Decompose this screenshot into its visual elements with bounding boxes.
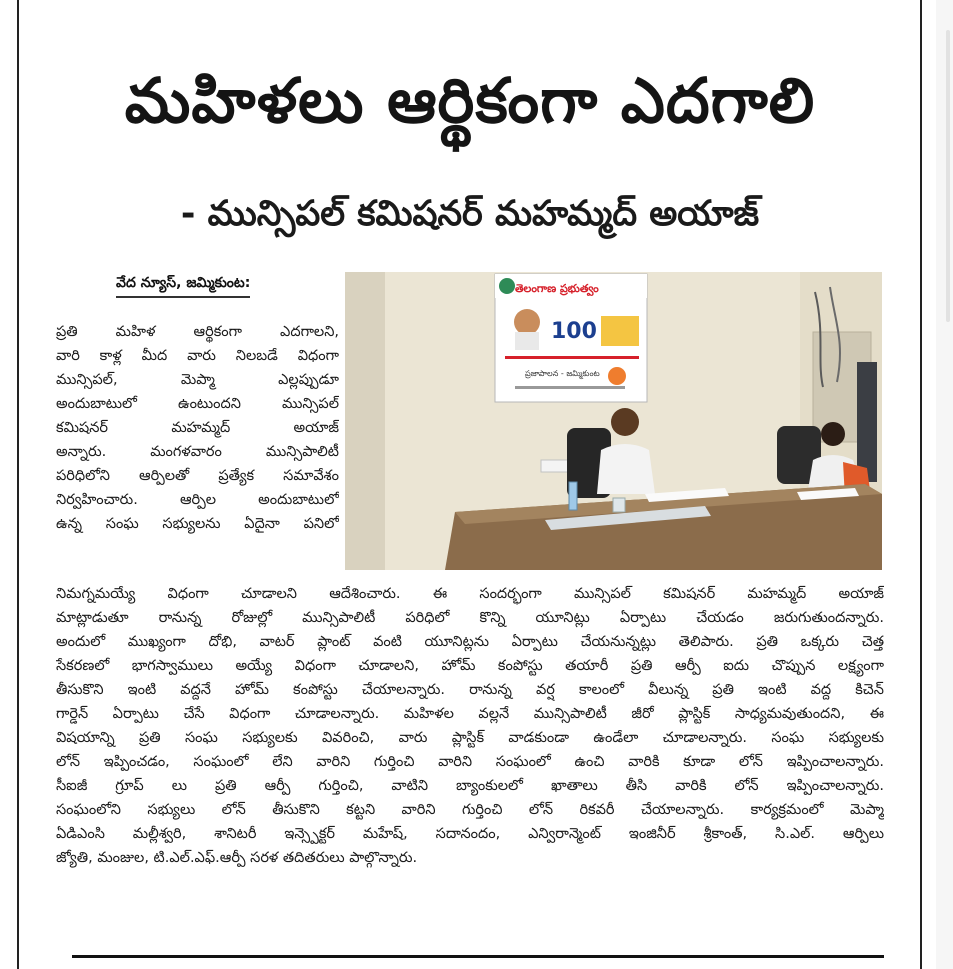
column-line: అన్నారు. మంగళవారం మున్సిపాలిటీ <box>56 444 339 460</box>
bottom-divider <box>72 955 884 958</box>
body-line: సేకరణలో భాగస్వాములు అయ్యే విధంగా చూడాలని, హోమ్ కంపోస్టు తయారీ ప్రతి ఆర్పీ ఐదు చొప్పున లక్ష్యంగా <box>56 658 884 674</box>
article-body-text <box>56 582 884 870</box>
meeting-photo-drawing <box>345 272 882 570</box>
column-line: వారి కాళ్ల మీద వారు నిలబడే విధంగా <box>56 348 339 364</box>
column-line: పరిధిలోని ఆర్పిలతో ప్రత్యేక సమావేశం <box>56 468 339 484</box>
article-headline: మహిళలు ఆర్థికంగా ఎదగాలి <box>124 64 816 137</box>
article-column-text <box>56 320 339 536</box>
body-line: ఏడిఎంసి మల్లీశ్వరి, శానిటరీ ఇన్స్పెక్టర్ మహేష్, సదానందం, ఎన్విరాన్మెంట్ ఇంజినీర్ శ్రీకాంత్, సి.ఎల్. ఆర్పిలు <box>56 826 884 842</box>
column-line: నిర్వహించారు. ఆర్పిల అందుబాటులో <box>56 492 339 508</box>
body-line: లోన్ ఇప్పించడం, సంఘంలో లేని వారిని గుర్తించి వారిని సంఘంలో ఉంచి వారికి కూడా లోన్ ఇప్పించాలన్నారు. <box>56 754 884 770</box>
column-line: కమిషనర్ మహమ్మద్ అయాజ్ <box>56 420 339 436</box>
banner-caption: ప్రజాపాలన - జమ్మికుంట <box>525 369 600 378</box>
body-line: అందులో ముఖ్యంగా దోభి, వాటర్ ప్లాంట్ వంటి యూనిట్లను ఏర్పాటు చేయనున్నట్లు తెలిపారు. ప్రతి ఒక్కరు చెత్త <box>56 634 884 650</box>
body-line: మాట్లాడుతూ రానున్న రోజుల్లో మున్సిపాలిటీ పరిధిలో కొన్ని యూనిట్లు ఏర్పాటు చేయడం జరుగుతుందన్నారు. <box>56 610 884 626</box>
column-line: ప్రతి మహిళ ఆర్థికంగా ఎదగాలని, <box>56 324 339 340</box>
body-line: సంఘంలోని సభ్యులు లోన్ తీసుకొని కట్టని వారిని గుర్తించి లోన్ రికవరీ చేయాలన్నారు. కార్యక్రమంలో మెప్మా <box>56 802 884 818</box>
government-banner <box>495 274 647 402</box>
body-line: తీసుకొని ఇంటి వద్దనే హోమ్ కంపోస్టు చేయాలన్నారు. రానున్న వర్ష కాలంలో వీలున్న ప్రతి ఇంటి వద్ద కిచెన్ <box>56 682 884 698</box>
scrollbar-thumb[interactable] <box>946 30 950 322</box>
column-line: ఉన్న సంఘ సభ్యులను ఏదైనా పనిలో <box>56 516 339 532</box>
meeting-photo <box>345 272 882 570</box>
body-line: గార్డెన్ ఏర్పాటు చేసే విధంగా చూడాలన్నారు. మహిళల వల్లనే మున్సిపాలిటీ జీరో ప్లాస్టిక్ సాధ్యమవుతుందని, ఈ <box>56 706 884 722</box>
body-line: సీఐజీ గ్రూప్ లు ప్రతి ఆర్పీ గుర్తించి, వాటిని బ్యాంకులలో ఖాతాలు తీసి వారికి లోన్ ఇప్పించాలన్నారు. <box>56 778 884 794</box>
scrollbar-track[interactable] <box>936 0 953 969</box>
column-line: అందుబాటులో ఉంటుందని మున్సిపల్ <box>56 396 339 412</box>
article-subheadline: - మున్సిపల్ కమిషనర్ మహమ్మద్ అయాజ్ <box>180 194 760 234</box>
banner-title: తెలంగాణ ప్రభుత్వం <box>515 282 599 295</box>
body-line: జ్యోతి, మంజుల, టి.ఎల్.ఎఫ్.ఆర్పీ సరళ తదితరులు పాల్గొన్నారు. <box>56 850 418 866</box>
banner-number: 100 <box>551 319 597 344</box>
commissioner-figure <box>597 444 655 494</box>
body-line: నిమగ్నమయ్యే విధంగా చూడాలని ఆదేశించారు. ఈ సందర్భంగా మున్సిపల్ కమిషనర్ మహమ్మద్ అయాజ్ <box>56 586 884 602</box>
article-dateline: వేద న్యూస్, జమ్మికుంట: <box>116 272 250 298</box>
body-line: విషయాన్ని ప్రతి సంఘ సభ్యులకు వివరించి, వారు ప్లాస్టిక్ వాడకుండా ఉండేలా చూడాలన్నారు. సంఘ సభ్యులకు <box>56 730 884 746</box>
column-line: మున్సిపల్, మెప్మా ఎల్లప్పుడూ <box>56 372 339 388</box>
